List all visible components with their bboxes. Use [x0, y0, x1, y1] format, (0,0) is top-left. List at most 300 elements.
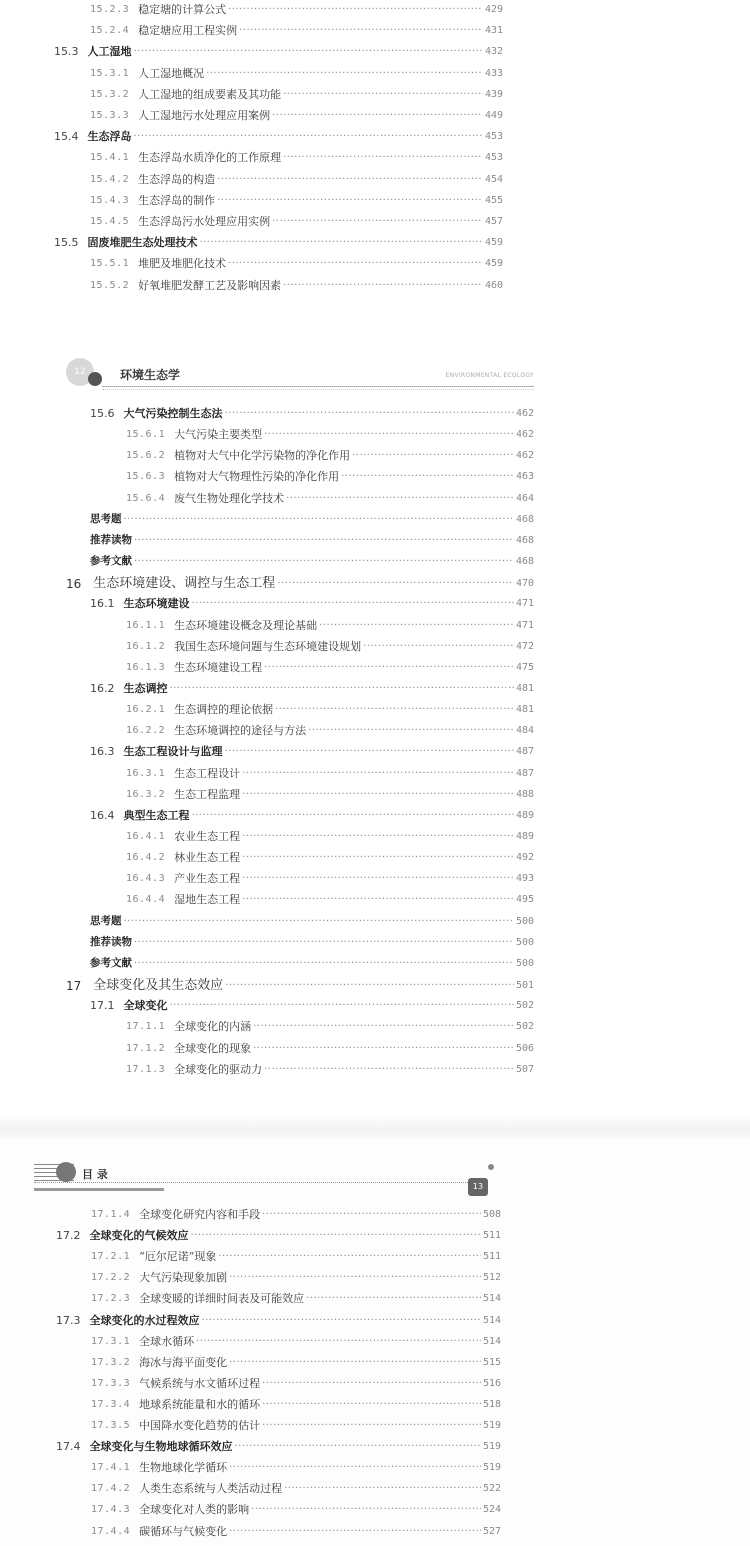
dot-leader — [235, 1436, 481, 1457]
decorative-dot — [88, 372, 102, 386]
toc-entry-title: 废气生物处理化学技术 — [174, 491, 285, 505]
dot-leader — [284, 1478, 481, 1499]
toc-entry-number: 16.4.3 — [126, 873, 166, 885]
toc-entry-page: 501 — [515, 980, 534, 992]
dot-leader — [202, 1310, 481, 1331]
toc-entry-page: 463 — [515, 471, 534, 483]
toc-entry-title: 碳循环与气候变化 — [139, 1524, 228, 1538]
toc-entry-number: 17.4.3 — [91, 1504, 131, 1516]
toc-entry-title: 典型生态工程 — [123, 808, 190, 822]
toc-entry-title: 生态环境建设、调控与生态工程 — [93, 576, 276, 592]
toc-entry-page: 481 — [515, 704, 534, 716]
toc-entry[interactable] — [90, 169, 503, 190]
toc-entry-title: 生态调控的理论依据 — [174, 703, 274, 717]
toc-entry-title: 全球变化对人类的影响 — [139, 1503, 250, 1517]
toc-entry-title: 好氧堆肥发酵工艺及影响因素 — [138, 278, 282, 292]
toc-entry-title: 大气污染现象加剧 — [139, 1271, 228, 1285]
toc-entry-number: 17.4.2 — [91, 1483, 131, 1495]
toc-entry-number: 16.4.2 — [126, 852, 166, 864]
toc-entry-title: 全球水循环 — [139, 1334, 195, 1348]
toc-entry[interactable] — [91, 1394, 501, 1415]
toc-entry-number: 17.4 — [56, 1440, 81, 1454]
toc-entry-title: 人工湿地 — [87, 45, 132, 59]
toc-entry[interactable] — [126, 784, 534, 805]
header-dotted-rule — [34, 1182, 468, 1183]
toc-entry[interactable] — [126, 636, 534, 657]
page-gap — [0, 310, 750, 346]
toc-entry-page: 453 — [484, 131, 503, 143]
toc-entry-title: 全球变化的水过程效应 — [89, 1313, 200, 1327]
toc-entry-title: 中国降水变化趋势的估计 — [139, 1419, 261, 1432]
dot-leader — [251, 1499, 481, 1520]
toc-entry[interactable] — [126, 1038, 534, 1059]
toc-entry-title: 固废堆肥生态处理技术 — [87, 236, 198, 250]
dot-leader — [264, 424, 514, 445]
toc-entry-title: 大气污染控制生态法 — [123, 407, 223, 420]
toc-entry-number: 17 — [66, 979, 82, 994]
dot-leader — [134, 932, 514, 953]
toc-entry-title: 生态浮岛水质净化的工作原理 — [138, 151, 282, 165]
toc-entry-number: 17.4.1 — [91, 1462, 131, 1474]
toc-entry-title: 参考文献 — [90, 956, 132, 969]
toc-entry[interactable] — [126, 424, 534, 445]
dot-leader — [217, 190, 483, 211]
toc-entry-page: 449 — [484, 110, 503, 121]
dot-leader — [229, 1352, 481, 1373]
toc-entry-number: 15.4 — [54, 130, 79, 144]
toc-entry-page: 506 — [515, 1042, 534, 1054]
dot-leader — [283, 275, 483, 296]
toc-entry-page: 511 — [482, 1251, 501, 1263]
toc-entry-page: 500 — [515, 957, 534, 969]
toc-entry-number: 15.6.4 — [126, 492, 166, 504]
toc-entry[interactable] — [56, 1436, 501, 1457]
toc-entry-page: 433 — [484, 67, 503, 79]
dot-leader — [264, 657, 514, 678]
toc-entry-page: 432 — [484, 46, 503, 58]
toc-entry-page: 471 — [515, 619, 534, 631]
toc-entry-page: 429 — [484, 4, 503, 15]
dot-leader — [262, 1373, 481, 1394]
toc-entry[interactable] — [90, 275, 503, 296]
toc-entry-number: 17.3 — [56, 1313, 81, 1327]
toc-entry-title: 推荐读物 — [90, 533, 132, 546]
toc-entry-page: 460 — [484, 279, 503, 291]
toc-entry[interactable] — [90, 741, 534, 762]
toc-entry[interactable] — [90, 211, 503, 232]
toc-entry-title: 人工湿地的组成要素及其功能 — [138, 87, 282, 101]
toc-entry-number: 15.4.5 — [90, 216, 130, 227]
toc-entry-page: 454 — [484, 173, 503, 185]
toc-entry-number: 17.3.1 — [91, 1335, 131, 1347]
toc-entry[interactable] — [90, 20, 503, 41]
toc-entry-number: 17.2.2 — [91, 1272, 131, 1284]
toc-entry-number: 15.5 — [54, 236, 79, 250]
toc-entry[interactable] — [90, 253, 503, 274]
toc-entry-number: 15.5.2 — [90, 279, 130, 291]
dot-leader — [229, 1267, 481, 1288]
toc-entry-title: 参考文献 — [90, 555, 132, 568]
toc-entry-title: 生态环境建设 — [123, 597, 190, 611]
dot-leader — [239, 20, 483, 41]
toc-entry-page: 514 — [482, 1293, 501, 1305]
toc-entry-page: 459 — [484, 258, 503, 270]
toc-entry-number: 16.2.2 — [126, 725, 166, 737]
toc-entry[interactable] — [90, 593, 534, 614]
toc-entry-page: 515 — [482, 1356, 501, 1368]
toc-entry-number: 16.4.4 — [126, 894, 166, 906]
toc-entry[interactable] — [90, 530, 534, 551]
toc-entry[interactable] — [126, 488, 534, 509]
toc-entry-number: 15.6.2 — [126, 450, 166, 462]
toc-entry-page: 522 — [482, 1483, 501, 1495]
header-rule — [102, 386, 534, 387]
toc-entry-number: 16.3.1 — [126, 767, 166, 779]
toc-entry-page: 524 — [482, 1504, 501, 1516]
toc-entry-number: 15.5.1 — [90, 258, 130, 270]
toc-entry-number: 17.4.4 — [91, 1525, 131, 1537]
toc-entry-number: 17.1.2 — [126, 1042, 166, 1054]
dot-leader — [200, 232, 483, 253]
toc-entry-title: 堆肥及堆肥化技术 — [138, 257, 227, 271]
toc-entry-title: 全球变化的现象 — [174, 1041, 252, 1055]
toc-entry[interactable] — [90, 147, 503, 168]
toc-entry[interactable] — [126, 826, 534, 847]
toc-entry-number: 17.1.3 — [126, 1063, 166, 1075]
toc-entry-number: 17.3.3 — [91, 1377, 131, 1389]
toc-entry[interactable] — [126, 615, 534, 636]
toc-entry-page: 462 — [515, 450, 534, 462]
toc-entry[interactable] — [91, 1288, 501, 1309]
toc-entry-page: 459 — [484, 237, 503, 249]
toc-entry-number: 16.3 — [90, 745, 115, 759]
toc-entry-page: 488 — [515, 788, 534, 800]
toc-entry-title: 稳定塘的计算公式 — [138, 3, 227, 16]
toc-entry-number: 16.2 — [90, 681, 115, 695]
dot-leader — [134, 530, 514, 551]
toc-entry-page: 502 — [515, 1000, 534, 1012]
toc-entry[interactable] — [91, 1204, 501, 1225]
toc-entry-page: 462 — [515, 408, 534, 419]
toc-entry[interactable] — [90, 678, 534, 699]
toc-entry[interactable] — [126, 1059, 534, 1080]
toc-entry[interactable] — [90, 932, 534, 953]
toc-entry-page: 464 — [515, 492, 534, 504]
toc-entry-title: 大气污染主要类型 — [174, 428, 263, 442]
dot-leader — [262, 1415, 481, 1436]
toc-entry-page: 519 — [482, 1462, 501, 1474]
toc-entry-title: 生态浮岛的制作 — [138, 193, 216, 207]
decorative-circle — [56, 1162, 76, 1182]
toc-entry-title: 生态环境调控的途径与方法 — [174, 724, 307, 738]
dot-leader — [228, 253, 483, 274]
dot-leader — [262, 1394, 481, 1415]
toc-entry-title: 气候系统与水文循环过程 — [139, 1376, 261, 1390]
toc-entry-number: 15.2.3 — [90, 4, 130, 15]
toc-entry-number: 15.2.4 — [90, 25, 130, 37]
toc-entry-title: 全球变化研究内容和手段 — [139, 1208, 261, 1221]
toc-entry[interactable] — [91, 1267, 501, 1288]
toc-entry-number: 16.4 — [90, 808, 115, 822]
toc-entry[interactable] — [126, 889, 534, 910]
toc-entry[interactable] — [54, 126, 503, 147]
toc-entry-number: 17.3.5 — [91, 1420, 131, 1431]
toc-entry-page: 453 — [484, 152, 503, 164]
toc-entry-page: 471 — [515, 598, 534, 610]
dot-leader — [352, 445, 514, 466]
toc-entry-title: 林业生态工程 — [174, 851, 241, 865]
toc-entry-title: 生态浮岛 — [87, 130, 132, 144]
toc-entry-number: 15.4.3 — [90, 194, 130, 206]
toc-entry-page: 512 — [482, 1272, 501, 1284]
dot-leader — [170, 995, 514, 1016]
toc-entry[interactable] — [126, 763, 534, 784]
dot-leader — [242, 826, 514, 847]
toc-entry-number: 17.3.4 — [91, 1398, 131, 1410]
dot-leader — [275, 699, 514, 720]
dot-leader — [134, 41, 483, 62]
toc-entry-title: 人类生态系统与人类活动过程 — [139, 1482, 283, 1496]
toc-entry-number: 16.1.1 — [126, 619, 166, 631]
toc-entry-title: 全球变化的气候效应 — [89, 1229, 189, 1243]
dot-leader — [253, 1016, 514, 1037]
toc-entry[interactable] — [90, 509, 534, 530]
toc-entry-page: 455 — [484, 194, 503, 206]
page-header — [66, 356, 536, 396]
toc-entry-page: 511 — [482, 1230, 501, 1242]
toc-entry-title: 全球变化 — [123, 999, 168, 1013]
dot-leader — [134, 551, 514, 572]
toc-entry-number: 15.4.1 — [90, 152, 130, 164]
toc-entry[interactable] — [54, 232, 503, 253]
toc-entry-page: 489 — [515, 809, 534, 821]
dot-leader — [308, 720, 514, 741]
toc-entry-page: 495 — [515, 894, 534, 906]
dot-leader — [206, 63, 483, 84]
dot-leader — [191, 1225, 481, 1246]
toc-entry-number: 16.1.3 — [126, 661, 166, 673]
toc-entry-title: 产业生态工程 — [174, 872, 241, 886]
toc-entry-title: 生态浮岛污水处理应用实例 — [138, 215, 271, 228]
toc-entry-title: 湿地生态工程 — [174, 893, 241, 907]
toc-entry[interactable] — [91, 1246, 501, 1267]
toc-entry-page: 508 — [482, 1209, 501, 1220]
toc-entry-page: 514 — [482, 1335, 501, 1347]
toc-entry[interactable] — [91, 1373, 501, 1394]
dot-leader — [262, 1204, 481, 1225]
toc-entry-number: 17.1 — [90, 999, 115, 1013]
toc-entry[interactable] — [90, 105, 503, 126]
toc-entry-number: 15.3.1 — [90, 67, 130, 79]
toc-entry-title: 生态工程设计 — [174, 766, 241, 780]
toc-entry-title: 全球变化的驱动力 — [174, 1062, 263, 1076]
toc-entry-title: 全球变化的内涵 — [174, 1020, 252, 1034]
toc-entry-page: 500 — [515, 915, 534, 927]
toc-entry-page: 472 — [515, 640, 534, 652]
dot-leader — [242, 847, 514, 868]
toc-entry-number: 17.1.4 — [91, 1209, 131, 1220]
dot-leader — [225, 741, 514, 762]
dot-leader — [264, 1059, 514, 1080]
toc-entry-number: 16.1 — [90, 597, 115, 611]
dot-leader — [134, 126, 483, 147]
toc-entry-title: 农业生态工程 — [174, 830, 241, 843]
dot-leader — [242, 784, 514, 805]
toc-entry-number: 15.4.2 — [90, 173, 130, 185]
toc-entry[interactable] — [91, 1521, 501, 1542]
toc-entry[interactable] — [91, 1415, 501, 1436]
toc-entry-title: 全球变化与生物地球循环效应 — [89, 1440, 233, 1454]
dot-leader — [286, 488, 514, 509]
dot-leader — [341, 466, 514, 487]
toc-entry-page: 502 — [515, 1021, 534, 1033]
toc-entry-number: 15.6 — [90, 407, 115, 420]
toc-entry-title: 生态工程设计与监理 — [123, 745, 223, 759]
toc-entry[interactable] — [91, 1478, 501, 1499]
toc-entry-title: 海冰与海平面变化 — [139, 1355, 228, 1369]
toc-entry-page: 519 — [482, 1420, 501, 1431]
toc-entry-page: 500 — [515, 936, 534, 948]
toc-entry-page: 484 — [515, 725, 534, 737]
toc-entry[interactable] — [90, 63, 503, 84]
toc-entry-page: 489 — [515, 831, 534, 842]
dot-leader — [229, 1457, 481, 1478]
dot-leader — [253, 1038, 514, 1059]
dot-leader — [242, 763, 514, 784]
toc-entry-page: 487 — [515, 767, 534, 779]
dot-leader — [196, 1331, 481, 1352]
toc-entry[interactable] — [90, 805, 534, 826]
toc-entry[interactable] — [91, 1499, 501, 1520]
dot-leader — [225, 403, 514, 424]
toc-entry-page: 468 — [515, 556, 534, 568]
toc-entry[interactable] — [126, 657, 534, 678]
toc-entry-title: 生物地球化学循环 — [139, 1461, 228, 1475]
toc-entry-page: 470 — [515, 578, 534, 590]
toc-entry-title: 人工湿地污水处理应用案例 — [138, 109, 271, 122]
toc-entry[interactable] — [91, 1352, 501, 1373]
toc-entry-number: 17.3.2 — [91, 1356, 131, 1368]
toc-entry-number: 17.1.1 — [126, 1021, 166, 1033]
toc-entry[interactable] — [126, 720, 534, 741]
dot-leader — [283, 147, 483, 168]
toc-entry-page: 462 — [515, 429, 534, 441]
dot-leader — [242, 889, 514, 910]
toc-entry[interactable] — [126, 868, 534, 889]
section-title: 目 录 — [82, 1168, 108, 1181]
toc-entry-title: 生态浮岛的构造 — [138, 172, 216, 186]
dot-leader — [192, 805, 514, 826]
toc-entry-title: “厄尔尼诺”现象 — [139, 1250, 217, 1264]
toc-entry-title: 植物对大气物理性污染的净化作用 — [174, 470, 340, 484]
toc-entry-number: 16.3.2 — [126, 788, 166, 800]
toc-entry-page: 492 — [515, 852, 534, 864]
toc-entry-number: 16.2.1 — [126, 704, 166, 716]
toc-entry[interactable] — [90, 403, 534, 424]
toc-entry-page: 519 — [482, 1441, 501, 1453]
toc-entry-number: 16.1.2 — [126, 640, 166, 652]
dot-leader — [170, 678, 514, 699]
toc-entry-number: 17.2 — [56, 1229, 81, 1243]
dot-leader — [272, 211, 483, 232]
toc-entry[interactable] — [54, 41, 503, 62]
page-gap — [0, 1116, 750, 1138]
toc-entry-title: 生态环境建设工程 — [174, 660, 263, 674]
toc-entry-title: 推荐读物 — [90, 935, 132, 948]
toc-entry[interactable] — [126, 699, 534, 720]
toc-entry-number: 16 — [66, 577, 82, 592]
dot-leader — [242, 868, 514, 889]
dot-leader — [218, 1246, 481, 1267]
toc-entry-number: 15.3.3 — [90, 110, 130, 121]
toc-entry[interactable] — [56, 1225, 501, 1246]
toc-entry-page: 507 — [515, 1063, 534, 1075]
toc-entry[interactable] — [126, 847, 534, 868]
toc-entry-page: 518 — [482, 1398, 501, 1410]
toc-entry[interactable] — [90, 953, 534, 974]
toc-entry-number: 15.6.1 — [126, 429, 166, 441]
toc-entry[interactable] — [90, 0, 503, 20]
toc-entry[interactable] — [90, 995, 534, 1016]
dot-leader — [228, 0, 483, 20]
toc-entry[interactable] — [90, 190, 503, 211]
dot-leader — [134, 953, 514, 974]
toc-entry-title: 全球变化及其生态效应 — [93, 978, 224, 994]
toc-entry[interactable] — [56, 1310, 501, 1331]
toc-entry-page: 468 — [515, 534, 534, 546]
toc-entry-number: 17.2.1 — [91, 1251, 131, 1263]
decorative-dot — [488, 1164, 494, 1170]
toc-entry-page: 516 — [482, 1377, 501, 1389]
toc-entry[interactable] — [126, 445, 534, 466]
dot-leader — [217, 169, 483, 190]
toc-entry[interactable] — [91, 1331, 501, 1352]
page-number-badge: 13 — [468, 1178, 488, 1196]
toc-entry[interactable] — [90, 911, 534, 932]
header-bar — [34, 1188, 164, 1191]
page-header — [34, 1160, 504, 1198]
toc-entry[interactable] — [126, 466, 534, 487]
toc-entry-title: 生态调控 — [123, 681, 168, 695]
dot-leader — [319, 615, 514, 636]
toc-entry[interactable] — [126, 1016, 534, 1037]
book-title-english: ENVIRONMENTAL ECOLOGY — [445, 372, 534, 379]
toc-entry-title: 地球系统能量和水的循环 — [139, 1397, 261, 1411]
toc-entry[interactable] — [91, 1457, 501, 1478]
page-number-badge: 12 — [66, 358, 94, 386]
dot-leader — [283, 84, 483, 105]
toc-entry-title: 植物对大气中化学污染物的净化作用 — [174, 449, 351, 463]
dot-leader — [229, 1521, 481, 1542]
toc-entry[interactable] — [90, 551, 534, 572]
toc-entry-number: 15.3 — [54, 45, 79, 59]
toc-entry-title: 全球变暖的详细时间表及可能效应 — [139, 1292, 305, 1306]
toc-entry-page: 431 — [484, 25, 503, 37]
toc-entry[interactable] — [90, 84, 503, 105]
dot-leader — [192, 593, 514, 614]
toc-entry-number: 16.4.1 — [126, 831, 166, 842]
toc-entry-title: 我国生态环境问题与生态环境建设规划 — [174, 639, 362, 653]
toc-entry-number: 17.2.3 — [91, 1293, 131, 1305]
toc-entry-title: 思考题 — [90, 914, 122, 927]
toc-entry-page: 527 — [482, 1525, 501, 1537]
header-dotted-rule — [102, 389, 534, 390]
toc-entry-page: 468 — [515, 513, 534, 525]
toc-entry-number: 15.3.2 — [90, 88, 130, 100]
dot-leader — [306, 1288, 481, 1309]
toc-entry-title: 人工湿地概况 — [138, 66, 205, 80]
toc-entry-title: 稳定塘应用工程实例 — [138, 24, 238, 38]
